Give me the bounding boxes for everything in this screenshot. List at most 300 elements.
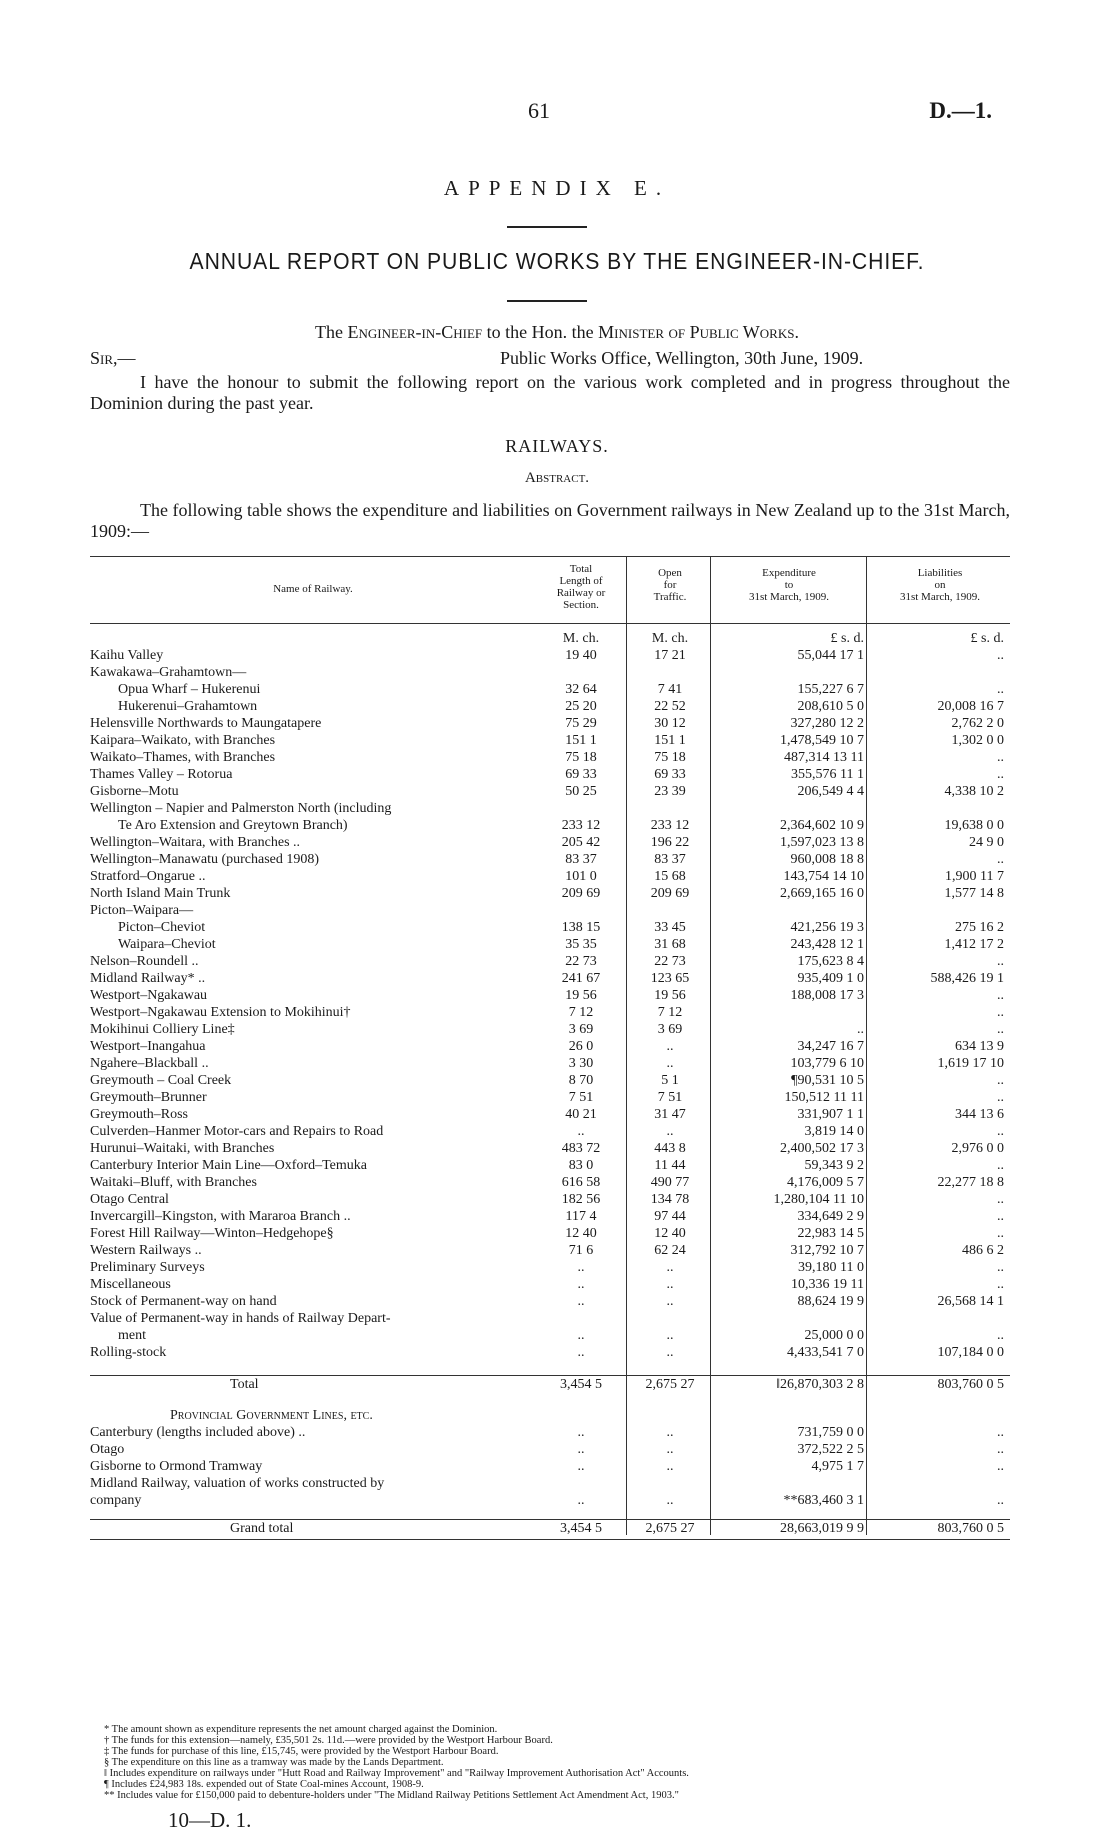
document-code: D.—1. xyxy=(929,98,992,123)
table-row xyxy=(90,1038,1010,1055)
open-cell: 97 44 xyxy=(654,1209,686,1224)
length-cell: .. xyxy=(577,1493,585,1508)
open-cell: 490 77 xyxy=(650,1175,690,1190)
table-row xyxy=(90,647,1010,664)
length-cell: .. xyxy=(577,1124,585,1139)
railway-name: Wellington–Waitara, with Branches .. xyxy=(90,835,301,850)
open-cell: 12 40 xyxy=(654,1226,686,1241)
railway-name: Canterbury (lengths included above) .. xyxy=(90,1425,306,1440)
length-cell: 3 69 xyxy=(568,1022,594,1037)
expenditure-cell: 372,522 2 5 xyxy=(797,1442,864,1457)
railway-name: Midland Railway, valuation of works constructed by xyxy=(90,1476,385,1491)
expenditure-cell: 88,624 19 9 xyxy=(797,1294,864,1309)
address-middle: to the Hon. the xyxy=(482,322,599,342)
railway-name: Canterbury Interior Main Line—Oxford–Temuka xyxy=(90,1158,367,1173)
length-cell: 26 0 xyxy=(568,1039,594,1054)
address-to: Minister of Public Works xyxy=(598,322,795,342)
table-row xyxy=(90,953,1010,970)
intro-paragraph: I have the honour to submit the following report on the various work completed and in progress throughout the Dominion during the past year. xyxy=(90,372,1010,413)
table-row xyxy=(90,1293,1010,1310)
expenditure-cell: 175,623 8 4 xyxy=(797,954,864,969)
expenditure-cell: 334,649 2 9 xyxy=(797,1209,864,1224)
signature-code: 10—D. 1. xyxy=(168,1808,252,1832)
table-row xyxy=(90,783,1010,800)
length-cell: .. xyxy=(577,1345,585,1360)
liabilities-cell: .. xyxy=(997,1493,1004,1508)
liabilities-cell: 1,619 17 10 xyxy=(937,1056,1004,1071)
expenditure-cell: 487,314 13 11 xyxy=(784,750,864,765)
open-cell: 22 52 xyxy=(654,699,686,714)
liabilities-cell: .. xyxy=(997,682,1004,697)
railway-name: Kawakawa–Grahamtown— xyxy=(90,665,247,680)
railway-name: Westport–Ngakawau Extension to Mokihinui† xyxy=(90,1005,351,1020)
table-row xyxy=(90,715,1010,732)
length-cell: 151 1 xyxy=(565,733,597,748)
expenditure-cell: 22,983 14 5 xyxy=(797,1226,864,1241)
table-intro: The following table shows the expenditure and liabilities on Government railways in New Zealand up to the 31st March, 1909:— xyxy=(90,500,1010,541)
expenditure-cell: 155,227 6 7 xyxy=(797,682,864,697)
footnote: ¶ Includes £24,983 18s. expended out of State Coal-mines Account, 1908-9. xyxy=(104,1779,424,1790)
railway-name: Forest Hill Railway—Winton–Hedgehope§ xyxy=(90,1226,334,1241)
liabilities-cell: .. xyxy=(997,1192,1004,1207)
liabilities-cell: 26,568 14 1 xyxy=(937,1294,1004,1309)
length-cell: 69 33 xyxy=(565,767,597,782)
open-cell: .. xyxy=(666,1345,674,1360)
railway-name: Value of Permanent-way in hands of Railway Depart- xyxy=(90,1311,391,1326)
railway-name: Provincial Government Lines, etc. xyxy=(170,1408,373,1423)
divider xyxy=(507,226,587,228)
table-row xyxy=(90,1174,1010,1191)
open-cell: 443 8 xyxy=(654,1141,686,1156)
open-cell: 134 78 xyxy=(650,1192,690,1207)
open-cell: .. xyxy=(666,1493,674,1508)
footnote: ‡ The funds for purchase of this line, £15,745, were provided by the Westport Harbour Board. xyxy=(104,1746,499,1757)
provincial-row xyxy=(90,1492,1010,1509)
open-cell: 2,675 27 xyxy=(645,1521,695,1536)
footnotes xyxy=(90,1724,1010,1801)
expenditure-cell: 2,400,502 17 3 xyxy=(780,1141,864,1156)
railway-name: Greymouth – Coal Creek xyxy=(90,1073,232,1088)
open-cell: 123 65 xyxy=(650,971,690,986)
railway-name: Stratford–Ongarue .. xyxy=(90,869,206,884)
railway-name: Otago xyxy=(90,1442,125,1457)
liabilities-cell: 4,338 10 2 xyxy=(944,784,1004,799)
open-cell: 23 39 xyxy=(654,784,686,799)
table-row xyxy=(90,766,1010,783)
open-cell: 15 68 xyxy=(654,869,686,884)
length-cell: 50 25 xyxy=(565,784,597,799)
open-cell: .. xyxy=(666,1260,674,1275)
railway-name: ment xyxy=(118,1328,146,1343)
expenditure-cell: 143,754 14 10 xyxy=(783,869,864,884)
header-open: Open for Traffic. xyxy=(653,567,687,603)
liabilities-cell: 275 16 2 xyxy=(955,920,1004,935)
open-cell: 209 69 xyxy=(650,886,690,901)
liabilities-cell: 1,900 11 7 xyxy=(945,869,1004,884)
railway-name: Picton–Waipara— xyxy=(90,903,194,918)
liabilities-cell: .. xyxy=(997,767,1004,782)
length-cell: 7 51 xyxy=(568,1090,594,1105)
length-cell: 3,454 5 xyxy=(560,1377,602,1392)
table-row xyxy=(90,1276,1010,1293)
length-cell: .. xyxy=(577,1294,585,1309)
table-row xyxy=(90,1055,1010,1072)
railway-name: Waikato–Thames, with Branches xyxy=(90,750,276,765)
expenditure-cell: 3,819 14 0 xyxy=(804,1124,864,1139)
open-cell: 7 41 xyxy=(657,682,683,697)
table-row xyxy=(90,1344,1010,1361)
length-cell: 8 70 xyxy=(568,1073,594,1088)
table-row xyxy=(90,800,1010,817)
expenditure-cell: 206,549 4 4 xyxy=(797,784,864,799)
address-suffix: . xyxy=(794,322,799,342)
table-body xyxy=(90,624,1010,1537)
railway-name: Invercargill–Kingston, with Mararoa Branch .. xyxy=(90,1209,351,1224)
unit-expenditure: £ s. d. xyxy=(830,631,864,646)
liabilities-cell: 634 13 9 xyxy=(955,1039,1004,1054)
open-cell: .. xyxy=(666,1124,674,1139)
salutation: Sir,— xyxy=(90,348,136,368)
provincial-row xyxy=(90,1441,1010,1458)
provincial-heading xyxy=(90,1407,1010,1424)
table-row xyxy=(90,1327,1010,1344)
railway-name: Greymouth–Brunner xyxy=(90,1090,207,1105)
length-cell: .. xyxy=(577,1328,585,1343)
expenditure-cell: 188,008 17 3 xyxy=(790,988,864,1003)
open-cell: .. xyxy=(666,1039,674,1054)
railway-name: Picton–Cheviot xyxy=(118,920,206,935)
report-title: ANNUAL REPORT ON PUBLIC WORKS BY THE ENGINEER-IN-CHIEF. xyxy=(189,248,925,274)
provincial-row xyxy=(90,1475,1010,1492)
railway-name: Western Railways .. xyxy=(90,1243,202,1258)
table-row xyxy=(90,1004,1010,1021)
expenditure-cell: 331,907 1 1 xyxy=(797,1107,864,1122)
table-row xyxy=(90,1106,1010,1123)
length-cell: 616 58 xyxy=(561,1175,601,1190)
open-cell: 2,675 27 xyxy=(645,1377,695,1392)
expenditure-cell: 1,280,104 11 10 xyxy=(773,1192,864,1207)
liabilities-cell: 1,577 14 8 xyxy=(944,886,1004,901)
open-cell: .. xyxy=(666,1442,674,1457)
length-cell: 19 56 xyxy=(565,988,597,1003)
expenditure-cell: 55,044 17 1 xyxy=(797,648,864,663)
expenditure-cell: 10,336 19 11 xyxy=(791,1277,864,1292)
table-row xyxy=(90,1140,1010,1157)
open-cell: 31 47 xyxy=(654,1107,686,1122)
table-row xyxy=(90,902,1010,919)
unit-length: M. ch. xyxy=(562,631,600,646)
railway-name: Te Aro Extension and Greytown Branch) xyxy=(118,818,348,833)
header-length: Total Length of Railway or Section. xyxy=(556,563,606,611)
subsection-heading: Abstract. xyxy=(524,470,590,486)
length-cell: 25 20 xyxy=(565,699,597,714)
liabilities-cell: 2,762 2 0 xyxy=(951,716,1004,731)
expenditure-cell: 103,779 6 10 xyxy=(790,1056,864,1071)
liabilities-cell: .. xyxy=(997,1260,1004,1275)
office-line: Public Works Office, Wellington, 30th June, 1909. xyxy=(500,348,864,368)
expenditure-cell: 208,610 5 0 xyxy=(797,699,864,714)
provincial-row xyxy=(90,1424,1010,1441)
length-cell: 3,454 5 xyxy=(560,1521,602,1536)
liabilities-cell: 1,302 0 0 xyxy=(951,733,1004,748)
railway-table xyxy=(90,556,1010,1537)
open-cell: 83 37 xyxy=(654,852,686,867)
column-rule xyxy=(866,556,867,1535)
liabilities-cell: 344 13 6 xyxy=(955,1107,1004,1122)
expenditure-cell: 4,975 1 7 xyxy=(811,1459,864,1474)
grand-total-row xyxy=(90,1519,1010,1537)
open-cell: .. xyxy=(666,1277,674,1292)
railway-name: Hukerenui–Grahamtown xyxy=(118,699,258,714)
liabilities-cell: 803,760 0 5 xyxy=(937,1521,1004,1536)
table-row xyxy=(90,885,1010,902)
expenditure-cell: 25,000 0 0 xyxy=(804,1328,864,1343)
table-header xyxy=(90,556,1010,624)
length-cell: 22 73 xyxy=(565,954,597,969)
expenditure-cell: 1,478,549 10 7 xyxy=(780,733,864,748)
railway-name: Midland Railway* .. xyxy=(90,971,206,986)
footnote: § The expenditure on this line as a tramway was made by the Lands Department. xyxy=(104,1757,444,1768)
liabilities-cell: .. xyxy=(997,1425,1004,1440)
table-row xyxy=(90,1072,1010,1089)
railway-name: Opua Wharf – Hukerenui xyxy=(118,682,261,697)
railway-name: Grand total xyxy=(230,1521,294,1536)
table-row xyxy=(90,664,1010,681)
address-from: Engineer-in-Chief xyxy=(347,322,483,342)
liabilities-cell: 588,426 19 1 xyxy=(930,971,1004,986)
railway-name: Total xyxy=(230,1377,259,1392)
liabilities-cell: .. xyxy=(997,750,1004,765)
liabilities-cell: .. xyxy=(997,648,1004,663)
total-row xyxy=(90,1375,1010,1393)
footnote: ‖ Includes expenditure on railways under "Hutt Road and Railway Improvement" and "Railway Improvement Authorisation Act" Accounts. xyxy=(104,1768,689,1779)
railway-name: Westport–Ngakawau xyxy=(90,988,208,1003)
railway-name: Culverden–Hanmer Motor-cars and Repairs to Road xyxy=(90,1124,384,1139)
railway-name: Preliminary Surveys xyxy=(90,1260,205,1275)
railway-name: Gisborne to Ormond Tramway xyxy=(90,1459,263,1474)
length-cell: 71 6 xyxy=(568,1243,594,1258)
footnote: * The amount shown as expenditure represents the net amount charged against the Dominion. xyxy=(104,1724,498,1735)
liabilities-cell: 2,976 0 0 xyxy=(951,1141,1004,1156)
table-row xyxy=(90,1259,1010,1276)
table-row xyxy=(90,868,1010,885)
liabilities-cell: .. xyxy=(997,1158,1004,1173)
table-row xyxy=(90,1242,1010,1259)
length-cell: .. xyxy=(577,1425,585,1440)
liabilities-cell: .. xyxy=(997,1124,1004,1139)
length-cell: 83 0 xyxy=(568,1158,594,1173)
liabilities-cell: .. xyxy=(997,988,1004,1003)
table-row xyxy=(90,681,1010,698)
column-rule xyxy=(710,556,711,1535)
railway-name: Rolling-stock xyxy=(90,1345,167,1360)
liabilities-cell: .. xyxy=(997,1277,1004,1292)
table-row xyxy=(90,851,1010,868)
expenditure-cell: 243,428 12 1 xyxy=(790,937,864,952)
liabilities-cell: .. xyxy=(997,954,1004,969)
table-row xyxy=(90,919,1010,936)
table-row xyxy=(90,1208,1010,1225)
divider xyxy=(507,300,587,302)
table-row xyxy=(90,1191,1010,1208)
liabilities-cell: 486 6 2 xyxy=(962,1243,1004,1258)
railway-name: Waitaki–Bluff, with Branches xyxy=(90,1175,257,1190)
open-cell: .. xyxy=(666,1294,674,1309)
column-rule xyxy=(626,556,627,1535)
railway-name: Otago Central xyxy=(90,1192,169,1207)
railway-name: Greymouth–Ross xyxy=(90,1107,188,1122)
section-heading: RAILWAYS. xyxy=(505,436,609,456)
railway-name: Nelson–Roundell .. xyxy=(90,954,199,969)
liabilities-cell: .. xyxy=(997,852,1004,867)
expenditure-cell: 960,008 18 8 xyxy=(790,852,864,867)
expenditure-cell: .. xyxy=(857,1022,864,1037)
length-cell: 32 64 xyxy=(565,682,597,697)
open-cell: 17 21 xyxy=(654,648,686,663)
liabilities-cell: .. xyxy=(997,1073,1004,1088)
length-cell: 233 12 xyxy=(561,818,601,833)
length-cell: 483 72 xyxy=(561,1141,601,1156)
unit-liabilities: £ s. d. xyxy=(970,631,1004,646)
railway-name: Hurunui–Waitaki, with Branches xyxy=(90,1141,275,1156)
railway-name: Ngahere–Blackball .. xyxy=(90,1056,209,1071)
length-cell: 75 29 xyxy=(565,716,597,731)
open-cell: 151 1 xyxy=(654,733,686,748)
liabilities-cell: .. xyxy=(997,1226,1004,1241)
length-cell: 83 37 xyxy=(565,852,597,867)
railway-name: Thames Valley – Rotorua xyxy=(90,767,233,782)
length-cell: 40 21 xyxy=(565,1107,597,1122)
open-cell: .. xyxy=(666,1425,674,1440)
expenditure-cell: **683,460 3 1 xyxy=(783,1493,864,1508)
length-cell: 205 42 xyxy=(561,835,601,850)
open-cell: 69 33 xyxy=(654,767,686,782)
length-cell: 3 30 xyxy=(568,1056,594,1071)
footnote: ** Includes value for £150,000 paid to debenture-holders under "The Midland Railway Petitions Settlement Act Amendment Act, 1903." xyxy=(104,1790,679,1801)
table-row xyxy=(90,817,1010,834)
expenditure-cell: 150,512 11 11 xyxy=(784,1090,864,1105)
railway-name: Waipara–Cheviot xyxy=(118,937,216,952)
appendix-label: APPENDIX E. xyxy=(443,176,671,200)
table-row xyxy=(90,1157,1010,1174)
length-cell: .. xyxy=(577,1260,585,1275)
open-cell: .. xyxy=(666,1459,674,1474)
length-cell: 12 40 xyxy=(565,1226,597,1241)
expenditure-cell: 327,280 12 2 xyxy=(790,716,864,731)
expenditure-cell: 2,364,602 10 9 xyxy=(780,818,864,833)
length-cell: 7 12 xyxy=(568,1005,594,1020)
open-cell: 5 1 xyxy=(661,1073,679,1088)
length-cell: .. xyxy=(577,1442,585,1457)
length-cell: 241 67 xyxy=(561,971,601,986)
expenditure-cell: 4,433,541 7 0 xyxy=(787,1345,864,1360)
open-cell: 75 18 xyxy=(654,750,686,765)
open-cell: 19 56 xyxy=(654,988,686,1003)
liabilities-cell: .. xyxy=(997,1022,1004,1037)
railway-name: North Island Main Trunk xyxy=(90,886,231,901)
unit-open: M. ch. xyxy=(651,631,689,646)
railway-name: Kaihu Valley xyxy=(90,648,164,663)
expenditure-cell: 59,343 9 2 xyxy=(804,1158,864,1173)
expenditure-cell: ‖26,870,303 2 8 xyxy=(776,1377,864,1392)
expenditure-cell: 34,247 16 7 xyxy=(797,1039,864,1054)
expenditure-cell: 28,663,019 9 9 xyxy=(780,1521,864,1536)
table-row xyxy=(90,1225,1010,1242)
open-cell: 3 69 xyxy=(657,1022,683,1037)
length-cell: .. xyxy=(577,1459,585,1474)
liabilities-cell: 1,412 17 2 xyxy=(944,937,1004,952)
length-cell: 101 0 xyxy=(565,869,597,884)
open-cell: 22 73 xyxy=(654,954,686,969)
table-row xyxy=(90,834,1010,851)
length-cell: 182 56 xyxy=(561,1192,601,1207)
open-cell: 7 51 xyxy=(657,1090,683,1105)
railway-name: Mokihinui Colliery Line‡ xyxy=(90,1022,235,1037)
provincial-row xyxy=(90,1458,1010,1475)
liabilities-cell: 22,277 18 8 xyxy=(937,1175,1004,1190)
expenditure-cell: 312,792 10 7 xyxy=(790,1243,864,1258)
table-row xyxy=(90,970,1010,987)
railway-name: company xyxy=(90,1493,142,1508)
liabilities-cell: .. xyxy=(997,1328,1004,1343)
expenditure-cell: 4,176,009 5 7 xyxy=(787,1175,864,1190)
open-cell: 62 24 xyxy=(654,1243,686,1258)
open-cell: 31 68 xyxy=(654,937,686,952)
length-cell: 19 40 xyxy=(565,648,597,663)
table-row xyxy=(90,1310,1010,1327)
length-cell: 117 4 xyxy=(565,1209,597,1224)
expenditure-cell: ¶90,531 10 5 xyxy=(791,1073,864,1088)
liabilities-cell: .. xyxy=(997,1209,1004,1224)
table-row xyxy=(90,732,1010,749)
table-row xyxy=(90,936,1010,953)
railway-name: Kaipara–Waikato, with Branches xyxy=(90,733,276,748)
units-row xyxy=(90,630,1010,647)
railway-name: Helensville Northwards to Maungatapere xyxy=(90,716,322,731)
header-expenditure: Expenditure to 31st March, 1909. xyxy=(748,567,830,603)
page-number: 61 xyxy=(528,98,550,123)
expenditure-cell: 2,669,165 16 0 xyxy=(780,886,864,901)
open-cell: 7 12 xyxy=(657,1005,683,1020)
expenditure-cell: 355,576 11 1 xyxy=(791,767,864,782)
liabilities-cell: 803,760 0 5 xyxy=(937,1377,1004,1392)
table-row xyxy=(90,698,1010,715)
liabilities-cell: 20,008 16 7 xyxy=(937,699,1004,714)
table-row xyxy=(90,1089,1010,1106)
railway-name: Miscellaneous xyxy=(90,1277,171,1292)
length-cell: 209 69 xyxy=(561,886,601,901)
footnote: † The funds for this extension—namely, £35,501 2s. 11d.—were provided by the Westport Harbour Board. xyxy=(104,1735,553,1746)
length-cell: .. xyxy=(577,1277,585,1292)
open-cell: 11 44 xyxy=(654,1158,686,1173)
table-row xyxy=(90,1123,1010,1140)
railway-name: Gisborne–Motu xyxy=(90,784,179,799)
length-cell: 75 18 xyxy=(565,750,597,765)
railway-name: Westport–Inangahua xyxy=(90,1039,206,1054)
open-cell: 233 12 xyxy=(650,818,690,833)
open-cell: 33 45 xyxy=(654,920,686,935)
liabilities-cell: .. xyxy=(997,1090,1004,1105)
open-cell: 30 12 xyxy=(654,716,686,731)
liabilities-cell: 19,638 0 0 xyxy=(944,818,1004,833)
header-name: Name of Railway. xyxy=(273,583,353,595)
open-cell: 196 22 xyxy=(650,835,690,850)
railway-name: Wellington–Manawatu (purchased 1908) xyxy=(90,852,320,867)
length-cell: 138 15 xyxy=(561,920,601,935)
expenditure-cell: 731,759 0 0 xyxy=(797,1425,864,1440)
open-cell: .. xyxy=(666,1056,674,1071)
liabilities-cell: .. xyxy=(997,1005,1004,1020)
